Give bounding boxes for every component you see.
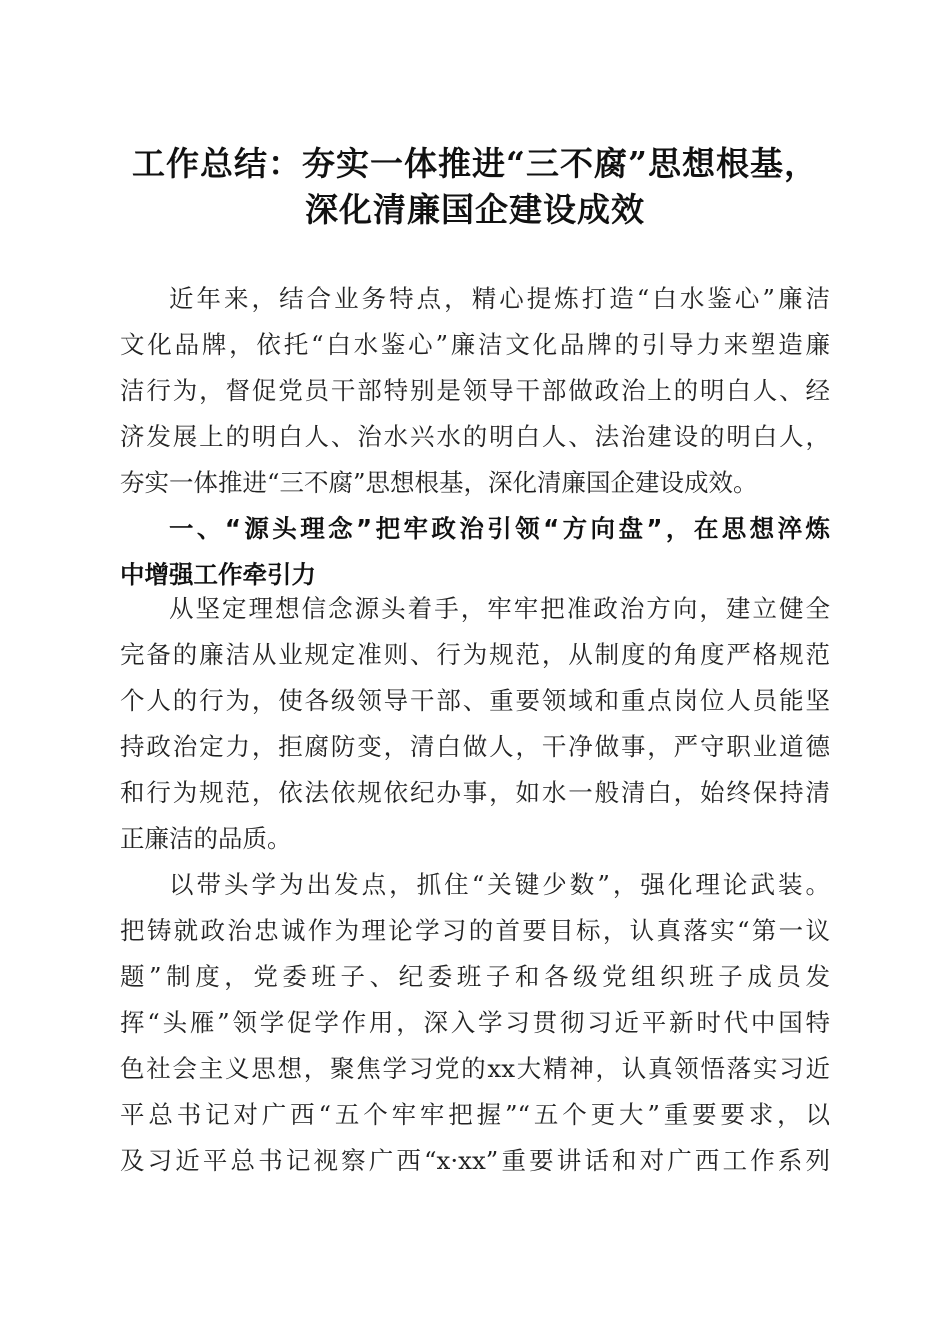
paragraph-line: 夯实一体推进“三不腐”思想根基，深化清廉国企建设成效。 — [120, 468, 758, 497]
section-1-paragraph-2 — [120, 862, 830, 1184]
section-heading-1 — [120, 506, 830, 598]
paragraph-line: 把铸就政治忠诚作为理论学习的首要目标，认真落实“第一议 — [120, 916, 830, 945]
paragraph-line: 个人的行为，使各级领导干部、重要领域和重点岗位人员能坚 — [120, 686, 830, 715]
paragraph-line: 题”制度，党委班子、纪委班子和各级党组织班子成员发 — [120, 962, 830, 991]
paragraph-line: 洁行为，督促党员干部特别是领导干部做政治上的明白人、经 — [120, 376, 830, 405]
paragraph-line: 完备的廉洁从业规定准则、行为规范，从制度的角度严格规范 — [120, 640, 830, 669]
paragraph-line: 和行为规范，依法依规依纪办事，如水一般清白，始终保持清 — [120, 778, 830, 807]
paragraph-line: 及习近平总书记视察广西“x·xx”重要讲话和对广西工作系列 — [120, 1146, 830, 1175]
paragraph-line: 济发展上的明白人、治水兴水的明白人、法治建设的明白人， — [120, 422, 830, 451]
heading-line: 一、“源头理念”把牢政治引领“方向盘”，在思想淬炼 — [169, 514, 830, 543]
paragraph-line: 从坚定理想信念源头着手，牢牢把准政治方向，建立健全 — [169, 594, 830, 623]
paragraph-line: 以带头学为出发点，抓住“关键少数”，强化理论武装。 — [169, 870, 830, 899]
section-1-paragraph-1 — [120, 586, 830, 862]
paragraph-line: 文化品牌，依托“白水鉴心”廉洁文化品牌的引导力来塑造廉 — [120, 330, 830, 359]
paragraph-line: 持政治定力，拒腐防变，清白做人，干净做事，严守职业道德 — [120, 732, 830, 761]
paragraph-line: 近年来，结合业务特点，精心提炼打造“白水鉴心”廉洁 — [169, 284, 830, 313]
paragraph-line: 挥“头雁”领学促学作用，深入学习贯彻习近平新时代中国特 — [120, 1008, 830, 1037]
document-title-line-1: 工作总结：夯实一体推进“三不腐”思想根基， — [132, 144, 818, 183]
paragraph-line: 正廉洁的品质。 — [120, 824, 292, 853]
paragraph-line: 平总书记对广西“五个牢牢把握”“五个更大”重要要求，以 — [120, 1100, 830, 1129]
paragraph-line: 色社会主义思想，聚焦学习党的xx大精神，认真领悟落实习近 — [120, 1054, 830, 1083]
document-title-line-2: 深化清廉国企建设成效 — [305, 190, 645, 229]
intro-paragraph — [120, 276, 830, 506]
heading-line: 中增强工作牵引力 — [120, 560, 316, 589]
